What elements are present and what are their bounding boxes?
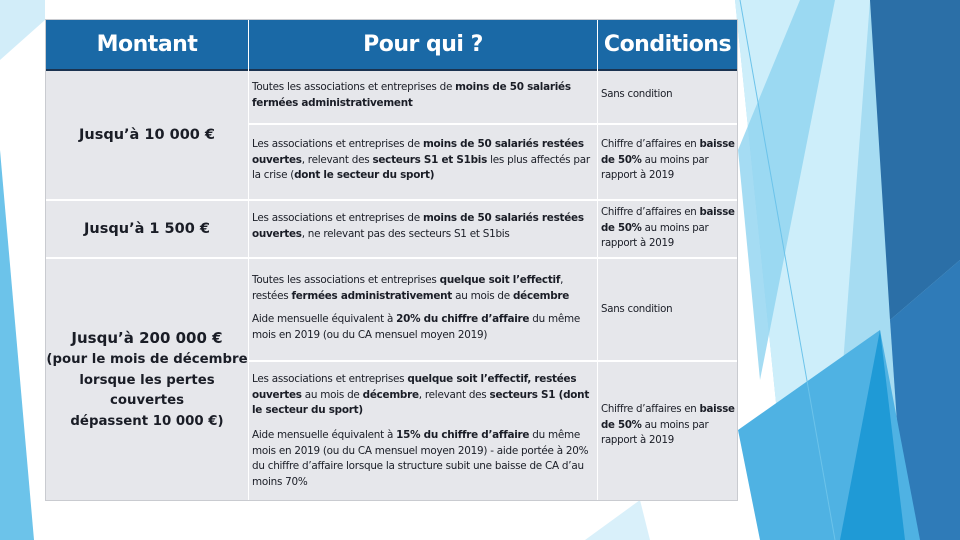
- emphasis-text: décembre: [362, 388, 419, 401]
- text-segment: , relevant des: [301, 153, 373, 166]
- emphasis-text: (dont le secteur du sport): [252, 388, 590, 416]
- amount-cell: [46, 71, 248, 199]
- column-divider: [248, 20, 249, 500]
- row-divider: [249, 360, 737, 362]
- header-montant: Montant: [46, 20, 248, 69]
- text-segment: Sans condition: [601, 304, 673, 315]
- who-cell: [252, 80, 594, 111]
- text-segment: Chiffre d’affaires en: [601, 139, 700, 150]
- amount-cell: [46, 259, 248, 501]
- emphasis-text: baisse de 50%: [601, 139, 735, 166]
- text-segment: au moins par rapport à 2019: [601, 419, 709, 446]
- text-segment: Toutes les associations et entreprises: [252, 274, 440, 286]
- text-segment: au mois de: [452, 289, 513, 302]
- emphasis-text: secteurs S1 et S1bis: [372, 153, 488, 166]
- emphasis-text: fermées administrativement: [291, 289, 453, 302]
- text-segment: - aide portée à 20% du chiffre d’affaire lorsque la structure subit une baisse de CA d’au moins 70%: [252, 444, 589, 488]
- header-conditions: Conditions: [598, 20, 737, 69]
- text-segment: Aide mensuelle équivalent à: [252, 429, 397, 441]
- emphasis-text: moins de 50 salariés fermées administrativement: [252, 81, 571, 109]
- amount-value: Jusqu’à 1 500 €: [84, 221, 210, 237]
- text-segment: Les associations et entreprises de: [252, 212, 423, 224]
- text-segment: Toutes les associations et entreprises de: [252, 81, 456, 93]
- amount-value: Jusqu’à 200 000 €: [71, 329, 223, 347]
- who-cell: [252, 372, 594, 419]
- text-segment: les plus affectés par la crise (: [252, 153, 590, 181]
- emphasis-text: moins de 50 salariés restées ouvertes: [252, 138, 584, 166]
- emphasis-text: quelque soit l’effectif, restées ouvertes: [252, 373, 577, 401]
- text-segment: Aide mensuelle équivalent à: [252, 313, 397, 325]
- text-segment: du même mois en 2019 (ou du CA mensuel moyen 2019): [252, 313, 581, 341]
- text-segment: Sans condition: [601, 89, 673, 100]
- condition-cell: [601, 402, 739, 449]
- emphasis-text: 15% du chiffre d’affaire: [396, 429, 530, 441]
- deco-left-top-shard: [0, 0, 45, 60]
- text-segment: , restées: [252, 274, 564, 302]
- text-segment: Chiffre d’affaires en: [601, 404, 700, 415]
- emphasis-text: secteurs S1: [489, 388, 556, 401]
- amount-note-line: (pour le mois de décembre: [46, 352, 248, 367]
- text-segment: du même mois en 2019 (ou du CA mensuel moyen 2019): [252, 429, 581, 457]
- emphasis-text: baisse de 50%: [601, 207, 735, 234]
- text-segment: au moins par rapport à 2019: [601, 222, 709, 249]
- text-segment: Chiffre d’affaires en: [601, 207, 700, 218]
- amount-cell: [46, 201, 248, 257]
- text-segment: Les associations et entreprises: [252, 373, 408, 385]
- who-cell: [252, 273, 594, 304]
- emphasis-text: 20% du chiffre d’affaire: [396, 313, 530, 325]
- text-segment: , relevant des: [418, 388, 490, 401]
- emphasis-text: décembre: [512, 289, 570, 302]
- condition-cell: [601, 205, 739, 252]
- condition-cell: [601, 87, 735, 103]
- condition-cell: [601, 137, 739, 184]
- who-cell: [252, 137, 594, 184]
- text-segment: au moins par rapport à 2019: [601, 154, 709, 181]
- emphasis-text: moins de 50 salariés restées ouvertes: [252, 212, 584, 240]
- amount-value: Jusqu’à 10 000 €: [78, 127, 216, 143]
- text-segment: , ne relevant pas des secteurs S1 et S1bis: [301, 227, 510, 240]
- condition-cell: [601, 302, 735, 318]
- column-divider: [597, 20, 598, 500]
- emphasis-text: baisse de 50%: [601, 404, 735, 431]
- text-segment: Les associations et entreprises de: [252, 138, 423, 150]
- header-pour-qui: Pour qui ?: [249, 20, 597, 69]
- text-segment: au mois de: [301, 388, 363, 401]
- emphasis-text: dont le secteur du sport): [294, 169, 435, 181]
- row-divider: [249, 123, 737, 125]
- amount-note-line: lorsque les pertes couvertes: [79, 372, 215, 408]
- deco-left-shard: [0, 150, 34, 540]
- aid-table: [45, 19, 738, 501]
- who-cell-detail: [252, 312, 594, 343]
- deco-bottom-shard: [585, 500, 650, 540]
- who-cell: [252, 211, 594, 242]
- amount-note-line: dépassent 10 000 €): [70, 413, 224, 429]
- who-cell-detail: [252, 428, 594, 490]
- emphasis-text: quelque soit l’effectif: [439, 274, 561, 286]
